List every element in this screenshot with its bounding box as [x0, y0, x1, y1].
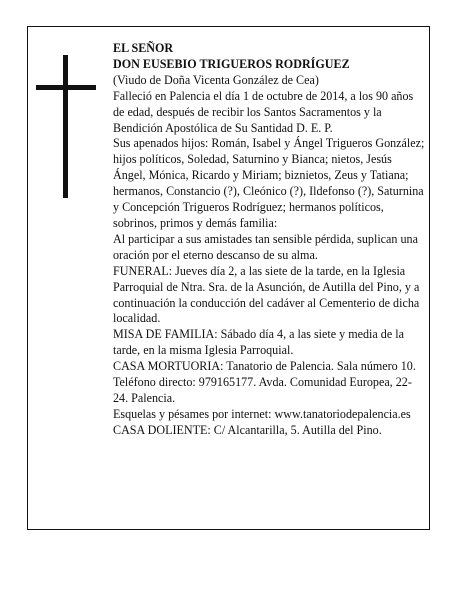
widower-note: (Viudo de Doña Vicenta González de Cea)	[113, 72, 319, 87]
prayer-request: Al participar a sus amistades tan sensible pérdida, suplican una oración por el eterno descanso de su alma.	[113, 231, 418, 262]
family-home-info: CASA DOLIENTE: C/ Alcantarilla, 5. Autilla del Pino.	[113, 422, 382, 437]
family-paragraph: Sus apenados hijos: Román, Isabel y Ángel Trigueros González; hijos políticos, Soledad, Saturnino y Bianca; nietos, Jesús Ángel, Mónica, Ricardo y Miriam; biznietos, Zeus y Tatiana; hermanos, Constancio (?), Cleónico (?), Ildefonso (?), Saturnina y Concepción Trigueros Rodríguez; hermanos políticos, sobrinos, primos y demás familia:	[113, 136, 425, 230]
online-condolences: Esquelas y pésames por internet: www.tanatoriodepalencia.es	[113, 406, 411, 421]
funeral-info: FUNERAL: Jueves día 2, a las siete de la tarde, en la Iglesia Parroquial de Ntra. Sra. de la Asunción, de Autilla del Pino, y a continuación la conducción del cadáver al Cementerio de dicha localidad.	[113, 263, 420, 326]
death-paragraph: Falleció en Palencia el día 1 de octubre de 2014, a los 90 años de edad, después de recibir los Santos Sacramentos y la Bendición Apostólica de Su Santidad D. E. P.	[113, 88, 414, 135]
family-mass-info: MISA DE FAMILIA: Sábado día 4, a las siete y media de la tarde, en la misma Iglesia Parroquial.	[113, 327, 404, 358]
heading-title: EL SEÑOR	[113, 41, 174, 55]
funeral-home-info: CASA MORTUORIA: Tanatorio de Palencia. Sala número 10. Teléfono directo: 979165177. Avda. Comunidad Europea, 22-24. Palencia.	[113, 359, 416, 405]
obituary-text	[113, 41, 425, 439]
deceased-name: DON EUSEBIO TRIGUEROS RODRÍGUEZ	[113, 56, 350, 71]
cross-icon	[36, 55, 96, 198]
